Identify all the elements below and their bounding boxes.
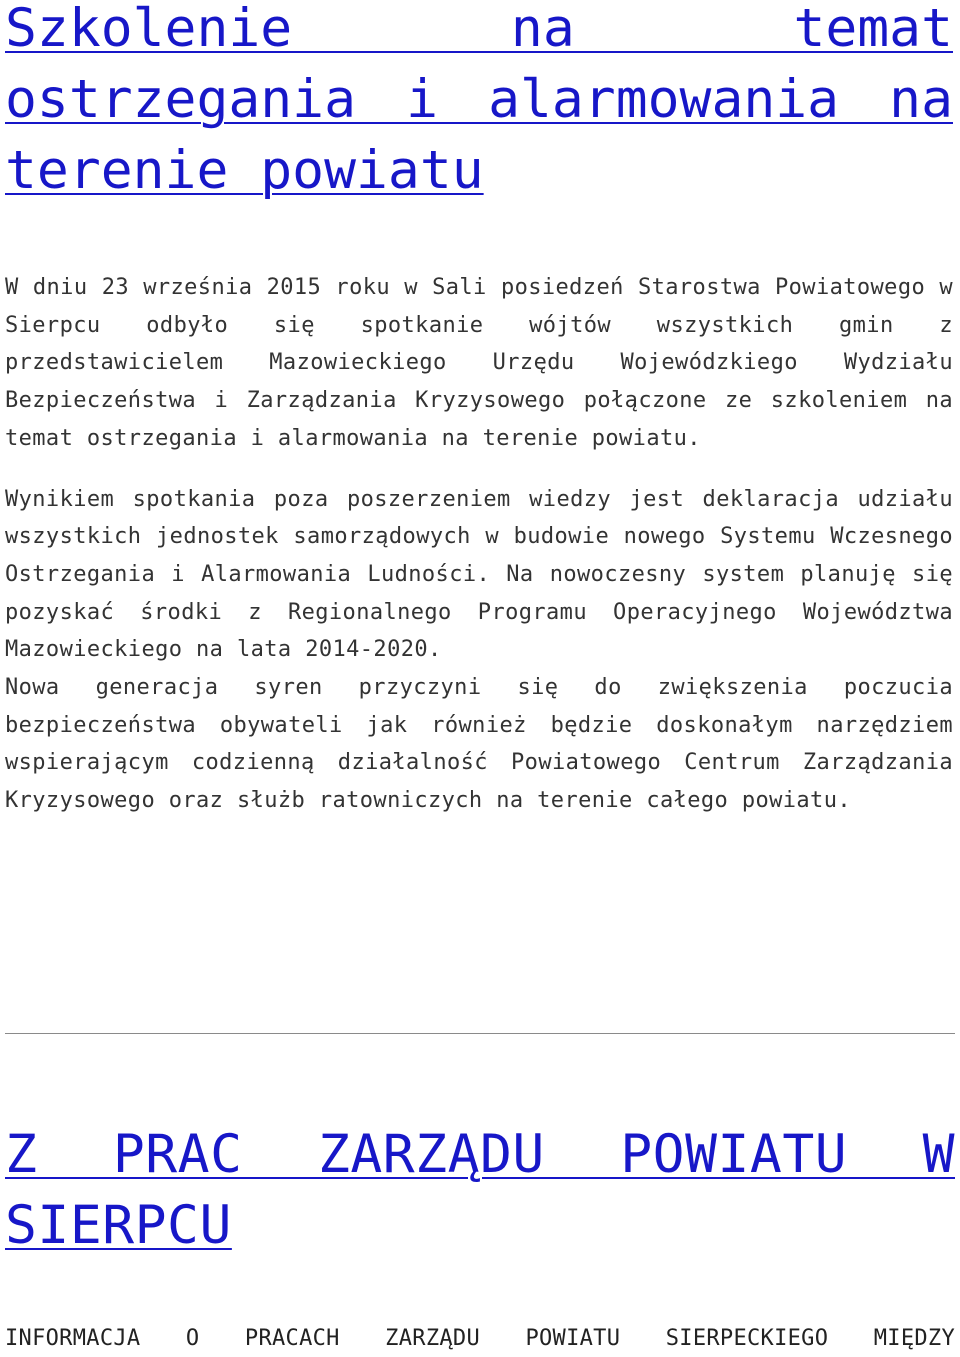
article-1-title-link[interactable]: Szkolenie na temat ostrzegania i alarmowania na terenie powiatu	[5, 0, 953, 201]
article-1	[5, 0, 953, 820]
article-2-title-link[interactable]: Z PRAC ZARZĄDU POWIATU W SIERPCU	[5, 1124, 955, 1256]
article-divider	[5, 1033, 955, 1034]
article-2-title	[5, 1119, 955, 1261]
article-2-excerpt: INFORMACJA O PRACACH ZARZĄDU POWIATU SIERPECKIEGO MIĘDZY	[5, 1326, 955, 1351]
article-1-paragraph-2: Wynikiem spotkania poza poszerzeniem wiedzy jest deklaracja udziału wszystkich jednostek samorządowych w budowie nowego Systemu Wczesnego Ostrzegania i Alarmowania Ludności. Na nowoczesny system planuję się pozyskać środki z Regionalnego Programu Operacyjnego Województwa Mazowieckiego na lata 2014-2020.	[5, 486, 953, 663]
article-1-paragraph-1: W dniu 23 września 2015 roku w Sali posiedzeń Starostwa Powiatowego w Sierpcu odbyło się spotkanie wójtów wszystkich gmin z przedstawicielem Mazowieckiego Urzędu Wojewódzkiego Wydziału Bezpieczeństwa i Zarządzania Kryzysowego połączone ze szkoleniem na temat ostrzegania i alarmowania na terenie powiatu.	[5, 275, 953, 451]
article-2	[5, 1119, 955, 1261]
article-1-paragraph-3: Nowa generacja syren przyczyni się do zwiększenia poczucia bezpieczeństwa obywateli jak również będzie doskonałym narzędziem wspierającym codzienną działalność Powiatowego Centrum Zarządzania Kryzysowego oraz służb ratowniczych na terenie całego powiatu.	[5, 675, 953, 814]
article-1-title	[5, 0, 953, 206]
